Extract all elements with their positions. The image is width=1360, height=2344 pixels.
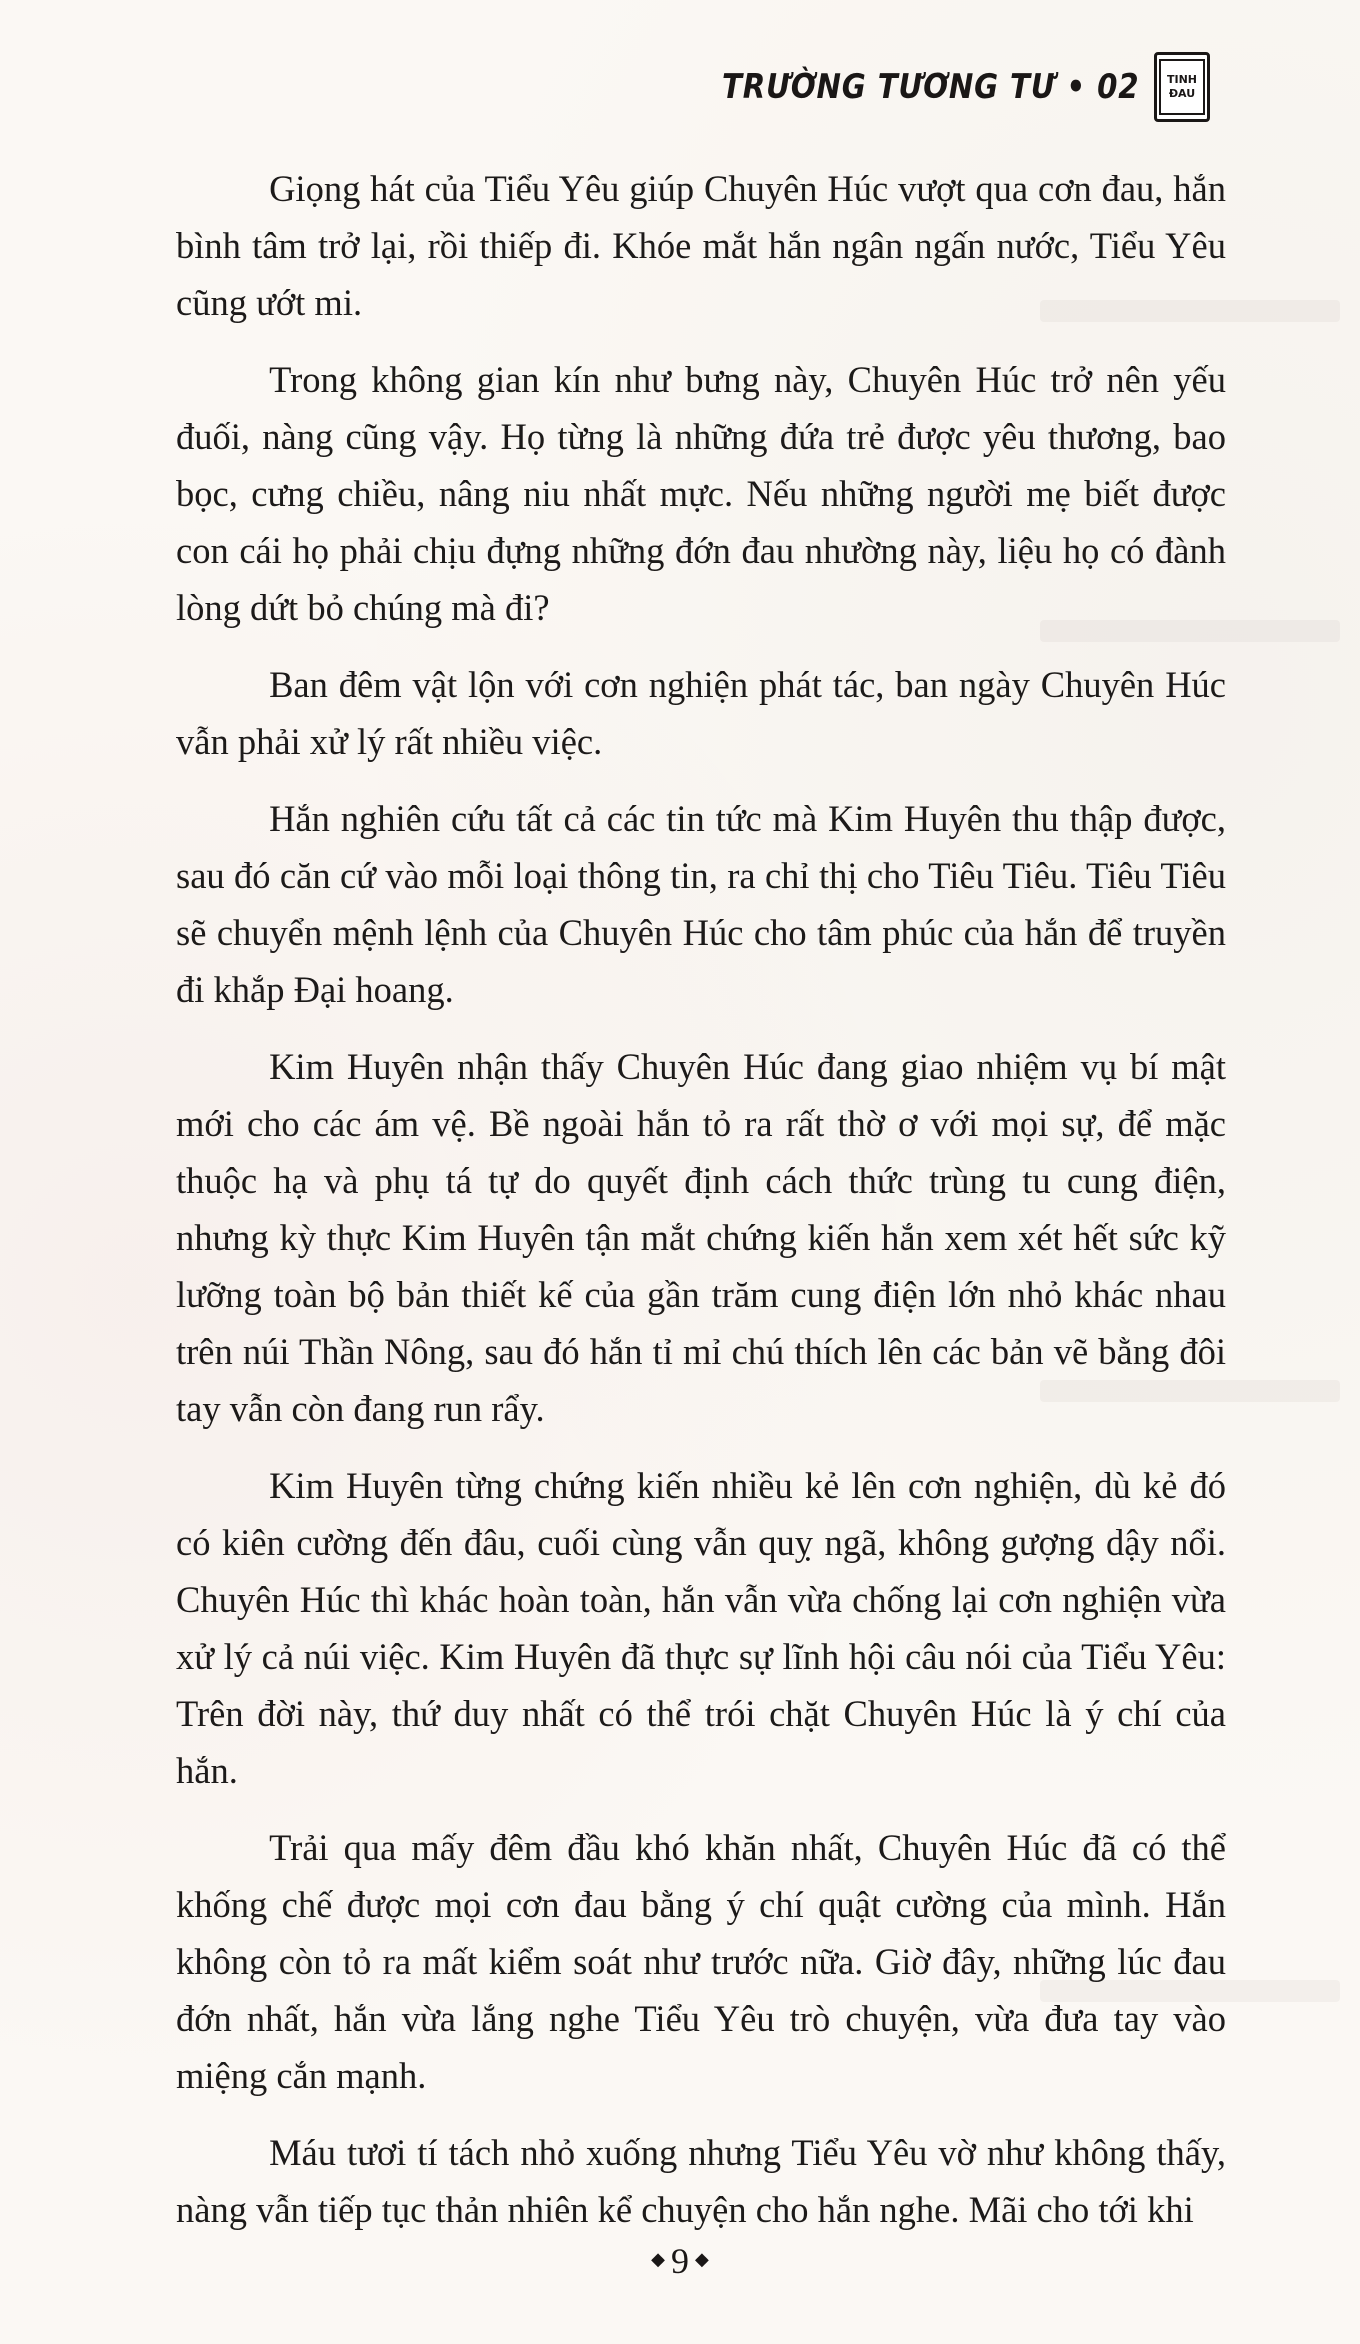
paragraph: Ban đêm vật lộn với cơn nghiện phát tác, ban ngày Chuyên Húc vẫn phải xử lý rất nhiều việc. bbox=[176, 664, 1226, 762]
paragraph: Kim Huyên từng chứng kiến nhiều kẻ lên cơn nghiện, dù kẻ đó có kiên cường đến đâu, cuối cùng vẫn quỵ ngã, không gượng dậy nổi. Chuyên Húc thì khác hoàn toàn, hắn vẫn vừa chống lại cơn nghiện vừa xử lý cả núi việc. Kim Huyên đã thực sự lĩnh hội câu nói của Tiểu Yêu: Trên đời này, thứ duy nhất có thể trói chặt Chuyên Húc là ý chí của hắn. bbox=[176, 1465, 1226, 1791]
series-logo-frame bbox=[1159, 59, 1205, 115]
running-header bbox=[654, 52, 1210, 122]
body-text bbox=[176, 160, 1226, 2258]
paragraph: Trải qua mấy đêm đầu khó khăn nhất, Chuyên Húc đã có thể khống chế được mọi cơn đau bằng ý chí quật cường của mình. Hắn không còn tỏ ra mất kiểm soát như trước nữa. Giờ đây, những lúc đau đớn nhất, hắn vừa lắng nghe Tiểu Yêu trò chuyện, vừa đưa tay vào miệng cắn mạnh. bbox=[176, 1827, 1226, 2096]
diamond-ornament-left: ◆ bbox=[651, 2249, 665, 2269]
paragraph: Giọng hát của Tiểu Yêu giúp Chuyên Húc vượt qua cơn đau, hắn bình tâm trở lại, rồi thiếp đi. Khóe mắt hắn ngân ngấn nước, Tiểu Yêu cũng ướt mi. bbox=[176, 168, 1226, 323]
paragraph: Kim Huyên nhận thấy Chuyên Húc đang giao nhiệm vụ bí mật mới cho các ám vệ. Bề ngoài hắn tỏ ra rất thờ ơ với mọi sự, để mặc thuộc hạ và phụ tá tự do quyết định cách thức trùng tu cung điện, nhưng kỳ thực Kim Huyên tận mắt chứng kiến hắn xem xét hết sức kỹ lưỡng toàn bộ bản thiết kế của gần trăm cung điện lớn nhỏ khác nhau trên núi Thần Nông, sau đó hắn tỉ mỉ chú thích lên các bản vẽ bằng đôi tay vẫn còn đang run rẩy. bbox=[176, 1046, 1226, 1429]
series-logo bbox=[1154, 52, 1210, 122]
running-header-title: TRƯỜNG TƯƠNG TƯ • 02 bbox=[722, 67, 1140, 107]
series-logo-line2: ĐAU bbox=[1168, 87, 1196, 100]
paragraph: Máu tươi tí tách nhỏ xuống nhưng Tiểu Yêu vờ như không thấy, nàng vẫn tiếp tục thản nhiên kể chuyện cho hắn nghe. Mãi cho tới khi bbox=[176, 2132, 1226, 2230]
diamond-ornament-right: ◆ bbox=[695, 2249, 709, 2269]
page-number: 9 bbox=[671, 2241, 689, 2281]
paragraph: Hắn nghiên cứu tất cả các tin tức mà Kim Huyên thu thập được, sau đó căn cứ vào mỗi loại thông tin, ra chỉ thị cho Tiêu Tiêu. Tiêu Tiêu sẽ chuyển mệnh lệnh của Chuyên Húc cho tâm phúc của hắn để truyền đi khắp Đại hoang. bbox=[176, 798, 1226, 1010]
series-logo-line1: TINH bbox=[1166, 73, 1197, 86]
page-footer bbox=[0, 2240, 1360, 2282]
paragraph: Trong không gian kín như bưng này, Chuyên Húc trở nên yếu đuối, nàng cũng vậy. Họ từng là những đứa trẻ được yêu thương, bao bọc, cưng chiều, nâng niu nhất mực. Nếu những người mẹ biết được con cái họ phải chịu đựng những đớn đau nhường này, liệu họ có đành lòng dứt bỏ chúng mà đi? bbox=[176, 359, 1226, 628]
